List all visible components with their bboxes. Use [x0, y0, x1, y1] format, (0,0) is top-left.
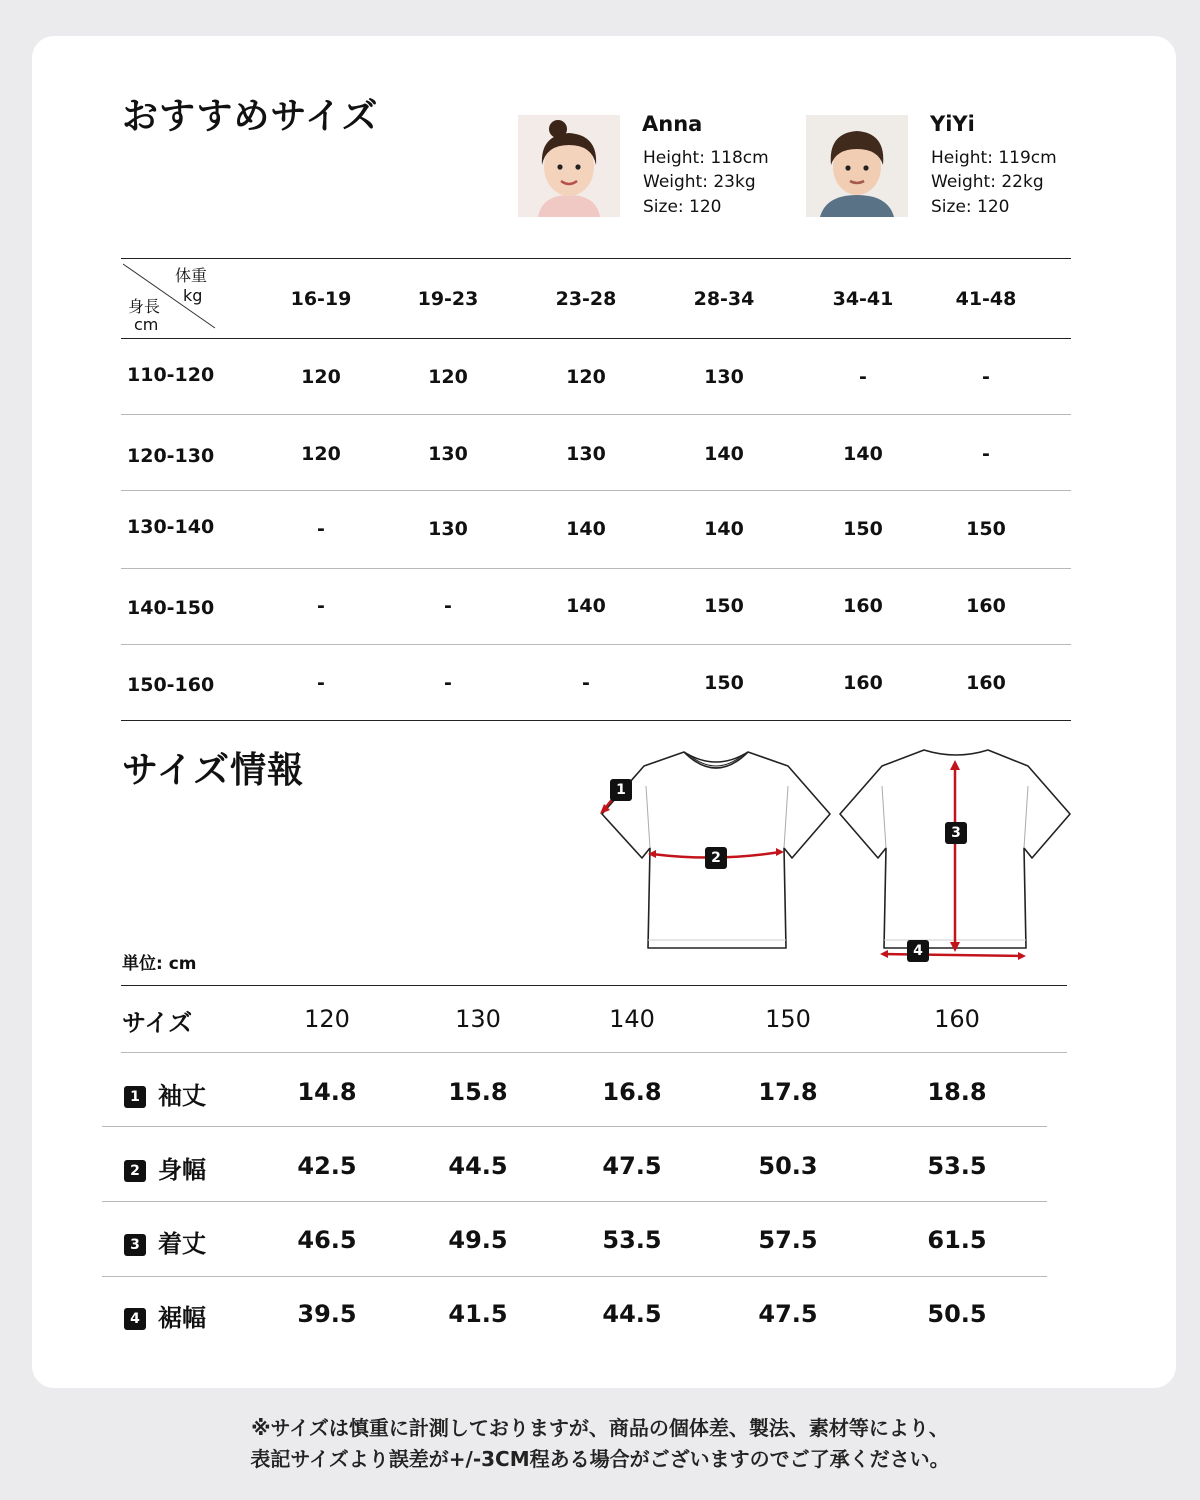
measurement-value-cell: 41.5 [448, 1300, 508, 1328]
recommended-size-cell: 130 [566, 443, 606, 465]
recommended-size-cell: 140 [566, 518, 606, 540]
diagram-badge-1: 1 [610, 779, 632, 801]
diagram-badge-4: 4 [907, 940, 929, 962]
size-column-header: 140 [609, 1005, 655, 1033]
tshirt-back-diagram [836, 746, 1076, 962]
measurement-value-cell: 50.3 [758, 1152, 818, 1180]
recommended-size-cell: 130 [704, 366, 744, 388]
recommended-size-cell: - [444, 672, 452, 694]
model-name: YiYi [930, 112, 975, 136]
measurement-value-cell: 47.5 [758, 1300, 818, 1328]
measurement-row-label [124, 1298, 206, 1333]
measurement-value-cell: 46.5 [297, 1226, 357, 1254]
recommended-size-cell: 120 [428, 366, 468, 388]
measurement-value-cell: 39.5 [297, 1300, 357, 1328]
recommended-size-cell: 140 [843, 443, 883, 465]
height-row-label: 110-120 [127, 364, 215, 386]
measurement-row-label [124, 1076, 206, 1111]
recommended-size-cell: 150 [704, 595, 744, 617]
recommended-size-cell: 160 [966, 595, 1006, 617]
recommended-size-cell: 140 [704, 443, 744, 465]
measurement-number-badge: 3 [124, 1234, 146, 1256]
height-row-label: 140-150 [127, 597, 215, 619]
chart-row-divider [121, 414, 1071, 415]
recommended-size-cell: - [982, 366, 990, 388]
measurement-number-badge: 2 [124, 1160, 146, 1182]
weight-column-header: 28-34 [693, 288, 755, 310]
recommended-size-cell: 120 [301, 443, 341, 465]
recommended-size-cell: 140 [566, 595, 606, 617]
recommended-size-cell: - [317, 672, 325, 694]
diagram-badge-3: 3 [945, 822, 967, 844]
corner-weight-label: 体重 [175, 266, 208, 285]
chart-row-divider [121, 644, 1071, 645]
measurement-value-cell: 18.8 [927, 1078, 987, 1106]
model-size: Size: 120 [643, 197, 722, 217]
recommend-title: おすすめサイズ [122, 96, 379, 137]
weight-column-header: 41-48 [955, 288, 1017, 310]
height-row-label: 150-160 [127, 674, 215, 696]
weight-column-header: 16-19 [290, 288, 352, 310]
size-column-header: 120 [304, 1005, 350, 1033]
measurement-value-cell: 44.5 [602, 1300, 662, 1328]
model-photo-anna [518, 115, 620, 217]
footnote-line-2: 表記サイズより誤差が+/-3CM程ある場合がございますのでご了承ください。 [250, 1447, 950, 1471]
measurement-value-cell: 49.5 [448, 1226, 508, 1254]
size-column-header: 160 [934, 1005, 980, 1033]
recommended-size-cell: 120 [301, 366, 341, 388]
recommended-size-cell: - [317, 595, 325, 617]
measurement-row-label [124, 1224, 206, 1259]
weight-column-header: 23-28 [555, 288, 617, 310]
measurement-value-cell: 53.5 [602, 1226, 662, 1254]
chart-row-divider [121, 490, 1071, 491]
recommended-size-cell: - [317, 518, 325, 540]
chart-bottom-rule [121, 720, 1071, 721]
corner-height-label: 身長 [128, 297, 161, 316]
recommended-size-cell: 160 [966, 672, 1006, 694]
measurement-number-badge: 4 [124, 1308, 146, 1330]
size-guide-card [32, 36, 1176, 1388]
recommended-size-cell: 150 [843, 518, 883, 540]
model-height: Height: 118cm [643, 148, 769, 168]
footnote-line-1: ※サイズは慎重に計測しておりますが、商品の個体差、製法、素材等により、 [251, 1416, 949, 1440]
corner-cm-label: cm [134, 315, 159, 334]
chart-row-divider [121, 568, 1071, 569]
size-table-header-rule [121, 1052, 1067, 1053]
measurement-value-cell: 14.8 [297, 1078, 357, 1106]
measurement-value-cell: 17.8 [758, 1078, 818, 1106]
measurement-name: 着丈 [158, 1230, 206, 1258]
size-header-label: サイズ [122, 1009, 193, 1037]
size-column-header: 130 [455, 1005, 501, 1033]
measurement-value-cell: 47.5 [602, 1152, 662, 1180]
measurement-value-cell: 15.8 [448, 1078, 508, 1106]
size-info-title: サイズ情報 [122, 750, 305, 791]
chart-top-rule [121, 258, 1071, 259]
measurement-value-cell: 61.5 [927, 1226, 987, 1254]
measurement-name: 身幅 [158, 1156, 206, 1184]
recommended-size-cell: - [982, 443, 990, 465]
size-row-divider [102, 1201, 1047, 1202]
measurement-value-cell: 44.5 [448, 1152, 508, 1180]
size-row-divider [102, 1276, 1047, 1277]
recommended-size-cell: 140 [704, 518, 744, 540]
corner-kg-label: kg [183, 286, 203, 305]
size-column-header: 150 [765, 1005, 811, 1033]
model-weight: Weight: 22kg [931, 172, 1044, 192]
chart-header-rule [121, 338, 1071, 339]
measurement-value-cell: 53.5 [927, 1152, 987, 1180]
size-table-top-rule [121, 985, 1067, 986]
weight-column-header: 19-23 [417, 288, 479, 310]
size-row-divider [102, 1126, 1047, 1127]
recommended-size-cell: 160 [843, 595, 883, 617]
weight-column-header: 34-41 [832, 288, 894, 310]
measurement-name: 袖丈 [158, 1082, 206, 1110]
measurement-row-label [124, 1150, 206, 1185]
height-row-label: 130-140 [127, 516, 215, 538]
diagram-badge-2: 2 [705, 847, 727, 869]
measurement-value-cell: 42.5 [297, 1152, 357, 1180]
recommended-size-cell: 160 [843, 672, 883, 694]
measurement-value-cell: 50.5 [927, 1300, 987, 1328]
model-photo-yiyi [806, 115, 908, 217]
recommended-size-cell: 150 [704, 672, 744, 694]
recommended-size-cell: - [444, 595, 452, 617]
recommended-size-cell: - [859, 366, 867, 388]
measurement-value-cell: 57.5 [758, 1226, 818, 1254]
recommended-size-cell: 130 [428, 443, 468, 465]
measurement-number-badge: 1 [124, 1086, 146, 1108]
model-name: Anna [642, 112, 703, 136]
recommended-size-cell: - [582, 672, 590, 694]
recommended-size-cell: 130 [428, 518, 468, 540]
model-size: Size: 120 [931, 197, 1010, 217]
model-height: Height: 119cm [931, 148, 1057, 168]
measurement-name: 裾幅 [158, 1304, 206, 1332]
measurement-value-cell: 16.8 [602, 1078, 662, 1106]
model-weight: Weight: 23kg [643, 172, 756, 192]
recommended-size-cell: 150 [966, 518, 1006, 540]
recommended-size-cell: 120 [566, 366, 606, 388]
height-row-label: 120-130 [127, 445, 215, 467]
unit-label: 単位: cm [122, 954, 197, 974]
